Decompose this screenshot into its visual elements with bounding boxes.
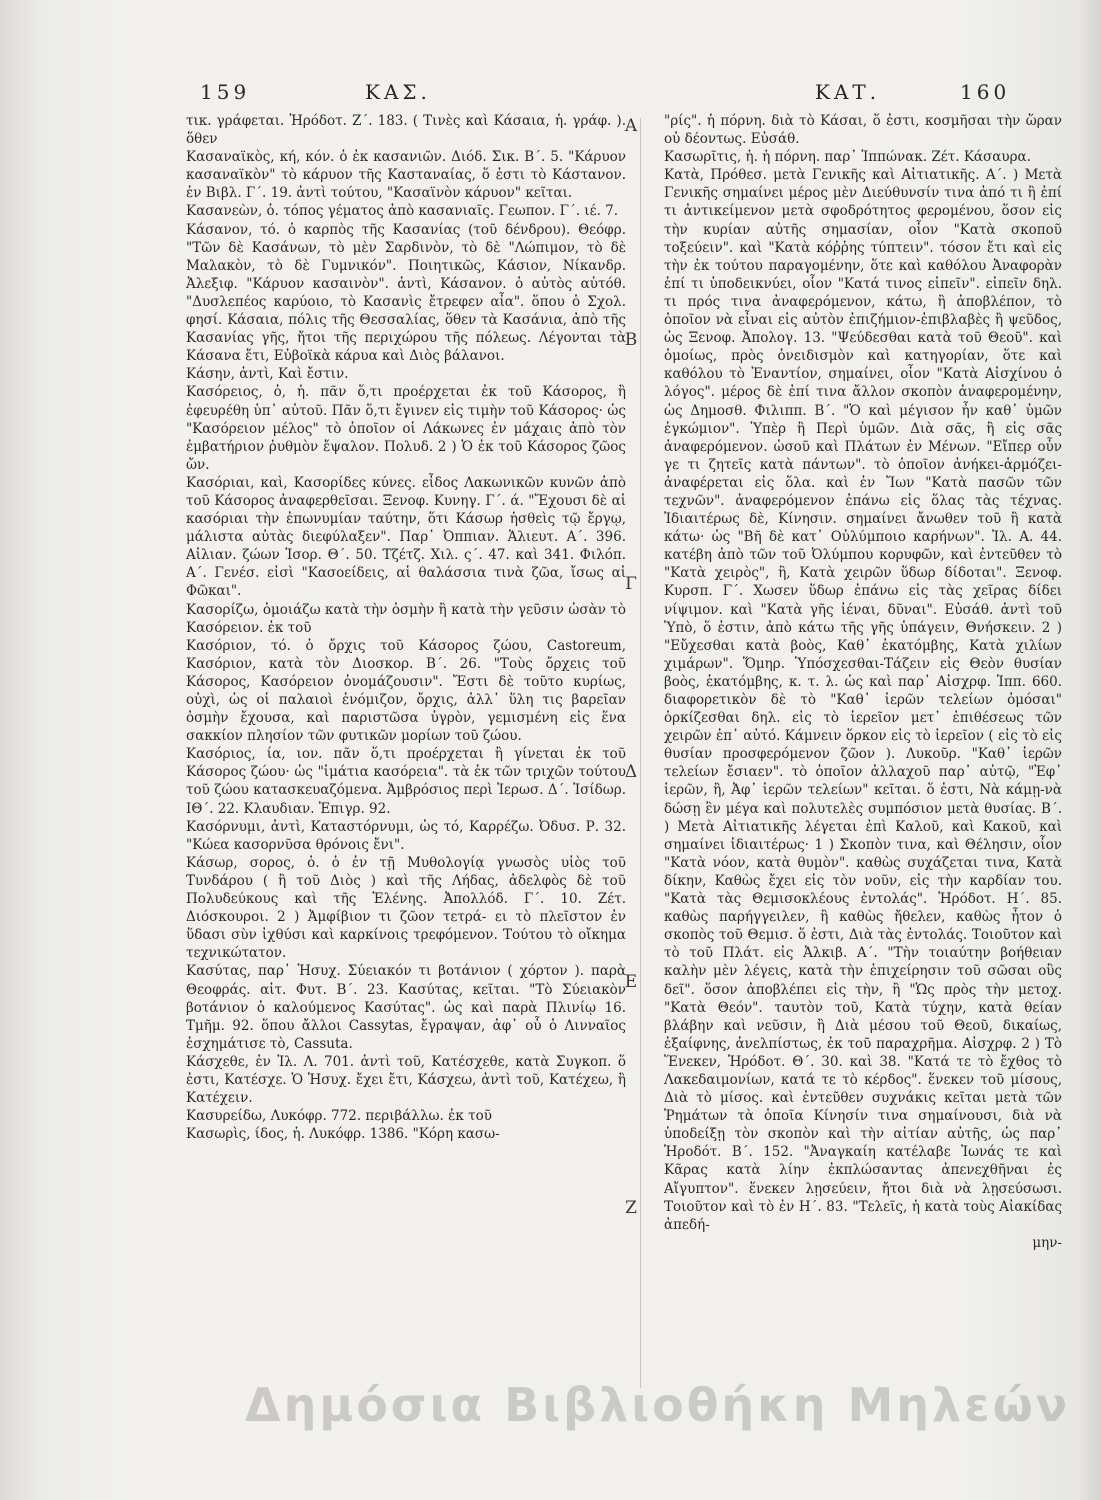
dictionary-entry: Κασωρῖτις, ἡ. ἡ πόρνη. παρ᾽ Ἱππώνακ. Ζέτ. Κάσαυρα. (664, 149, 1031, 166)
section-marker-beta: Β (624, 330, 638, 350)
dictionary-entry: Κασορίζω, ὁμοιάζω κατὰ τὴν ὀσμὴν ἢ κατὰ τὴν γεῦσιν ὡσὰν τὸ Κασόρειον. ἐκ τοῦ (186, 601, 626, 636)
section-marker-alpha: Α (624, 116, 638, 136)
left-running-head: ΚΑΣ. (365, 80, 431, 104)
dictionary-entry: τικ. γράφεται. Ἡρόδοτ. Ζ΄. 183. ( Τινὲς καὶ Κάσαια, ἡ. γράφ. ). ὅθεν (186, 113, 626, 148)
right-page-number: 160 (960, 80, 1011, 104)
section-marker-gamma: Γ (625, 574, 637, 594)
section-marker-zeta: Ζ (625, 1198, 637, 1218)
dictionary-entry: Κασόριος, ία, ιον. πᾶν ὅ,τι προέρχεται ἢ γίνεται ἐκ τοῦ Κάσορος ζώου· ὡς "ἱμάτια κασόρεια". τὰ ἐκ τῶν τριχῶν τούτου τοῦ ζώου κατασκευαζόμενα. Ἀμβρόσιος περὶ Ἱερωσ. Δ΄. Ἰσίδωρ. ΙΘ΄. 22. Κλαυδιαν. Ἐπιγρ. 92. (186, 746, 626, 817)
dictionary-entry: Κασόριαι, καὶ, Κασορίδες κύνες. εἶδος Λακωνικῶν κυνῶν ἀπὸ τοῦ Κάσορος ἀναφερθεῖσαι. Ξενοφ. Κυνηγ. Γ΄. ά. "Ἔχουσι δὲ αἱ κασόριαι τὴν ἐπωνυμίαν ταύτην, ὅτι Κάσωρ ἡσθεὶς τῷ ἔργῳ, μάλιστα αὐτὰς διεφύλαξεν". Παρ᾽ Ὀππιαν. Ἁλιευτ. Α΄. 396. Αἰλιαν. ζώων Ἱσορ. Θ΄. 50. Τζέτζ. Χιλ. ς΄. 47. καὶ 341. Φιλόπ. Α΄. Γενέσ. εἰσὶ "Κασοείδεις, αἱ θαλάσσια τινὰ ζῶα, ἴσως αἱ Φῶκαι". (186, 474, 626, 600)
page-edge-shadow (1077, 0, 1101, 1500)
section-marker-epsilon: Ε (624, 972, 638, 992)
section-marker-delta: Δ (624, 762, 638, 782)
left-column (186, 112, 626, 1392)
library-watermark: Δημόσια Βιβλιοθήκη Μηλεών (245, 1378, 1071, 1432)
dictionary-entry: Κάσην, ἀντὶ, Καὶ ἔστιν. (186, 366, 349, 383)
running-header (200, 80, 1050, 110)
left-page-number: 159 (200, 80, 251, 104)
dictionary-entry: Κασόρνυμι, ἀντὶ, Καταστόρνυμι, ὡς τό, Καρρέζω. Ὀδυσ. Ρ. 32. "Κώεα κασορνῦσα θρόνοις ἔνι". (186, 818, 626, 853)
dictionary-entry: Κάσχεθε, ἐν Ἰλ. Λ. 701. ἀντὶ τοῦ, Κατέσχεθε, κατὰ Συγκοπ. ὅ ἐστι, Κατέσχε. Ὁ Ἡσυχ. ἔχει ἔτι, Κάσχεω, ἀντὶ τοῦ, Κατέχεω, ἢ Κατέχειν. (186, 1053, 626, 1107)
dictionary-entry: Κασυρείδω, Λυκόφρ. 772. περιβάλλω. ἐκ τοῦ (186, 1108, 492, 1125)
dictionary-entry: "ρίς". ἡ πόρνη. διὰ τὸ Κάσαι, ὅ ἐστι, κοσμῆσαι τὴν ὥραν οὐ δέοντως. Εὐσάθ. (664, 113, 1062, 148)
dictionary-entry: Κάσωρ, σορος, ὁ. ὁ ἐν τῇ Μυθολογίᾳ γνωσὸς υἱὸς τοῦ Τυνδάρου ( ἢ τοῦ Διὸς ) καὶ τῆς Λήδας, ἀδελφὸς δὲ τοῦ Πολυδεύκους καὶ τῆς Ἑλένης. Ἀπολλόδ. Γ΄. 10. Ζέτ. Διόσκουροι. 2 ) Ἀμφίβιον τι ζῶον τετρά- ει τὸ πλεῖστον ἐν ὕδασι σὺν ἰχθύσι καὶ καρκίνοις τρεφόμενον. Τούτου τὸ οἴκημα τεχνικώτατον. (186, 854, 626, 962)
dictionary-entry: Κασωρὶς, ίδος, ἡ. Λυκόφρ. 1386. "Κόρη κασω- (186, 1126, 500, 1143)
dictionary-entry: Κατὰ, Πρόθεσ. μετὰ Γενικῆς καὶ Αἰτιατικῆς. Α΄. ) Μετὰ Γενικῆς σημαίνει μέρος μὲν Διεύθυνσίν τινα ἀπό τι ἢ ἐπί τι ἀντικείμενον μετὰ σφοδρότητος φερομένου, ὅσον εἰς τὴν κυρίαν αὐτῆς σημασίαν, οἷον "Κατὰ σκοποῦ τοξεύειν". καὶ "Κατὰ κόῤῥης τύπτειν". τόσον ἔτι καὶ εἰς τὴν ἐκ τούτου παραγομένην, ὅτε καὶ καθόλου Ἀναφορὰν ἐπί τι ὑποδεικνύει, οἷον "Κατά τινος εἰπεῖν". εἰπεῖν δηλ. τι πρός τινα ἀναφερόμενον, κάτω, ἢ ἀποβλέπον, τὸ ὁποῖον νὰ εἶναι εἰς αὐτὸν ἐπιζήμιον-ἐπιβλαβὲς ἢ ψεῦδος, ὡς Ξενοφ. Ἀπολογ. 13. "Ψεύδεσθαι κατὰ τοῦ Θεοῦ". καὶ ὁμοίως, πρὸς ὀνειδισμὸν καὶ κατηγορίαν, ὅτε καὶ καθόλου τὸ Ἐναντίον, σημαίνει, οἷον "Κατὰ Αἰσχίνου ὁ λόγος". μέρος δὲ ἐπί τινα ἄλλον σκοπὸν ἀναφερομένην, ὡς Δημοσθ. Φιλιππ. Β΄. "Ὁ καὶ μέγισον ἦν καθ᾽ ὑμῶν ἐγκώμιον". Ὑπὲρ ἢ Περὶ ὑμῶν. Διὰ σᾶς, ἢ εἰς σᾶς ἀναφερόμενον. ὡσοῦ καὶ Πλάτων ἐν Μένων. "Εἴπερ οὖν γε τι ζητεῖς κατὰ πάντων". τὸ ὁποῖον ἀνήκει-ἁρμόζει-ἀναφέρεται εἰς ὅλα. καὶ ἐν Ἴων "Κατὰ πασῶν τῶν τεχνῶν". ἀναφερόμενον ἐπάνω εἰς ὅλας τὰς τέχνας. Ἰδιαιτέρως δὲ, Κίνησιν. σημαίνει ἄνωθεν τοῦ ἢ κατὰ κάτω· ὡς "Βῆ δὲ κατ᾽ Οὐλύμποιο καρήνων". Ἰλ. Α. 44. κατέβη ἀπὸ τῶν τοῦ Ὀλύμπου κορυφῶν, καὶ ἐντεῦθεν τὸ "Κατὰ χειρὸς", ἢ, Κατὰ χειρῶν ὕδωρ δίδοται". Ξενοφ. Κυρσπ. Γ΄. Χωσεν ὕδωρ ἐπάνω εἰς τὰς χεῖρας δίδει νίψιμον. καὶ "Κατὰ γῆς ἰέναι, δῦναι". Εὐσάθ. ἀντὶ τοῦ Ὑπὸ, ὅ ἐστιν, ἀπὸ κάτω τῆς γῆς ὑπάγειν, Θνήσκειν. 2 ) "Εὔχεσθαι κατὰ βοὸς, Καθ᾽ ἑκατόμβης, Κατὰ χιλίων χιμάρων". Ὅμηρ. Ὑπόσχεσθαι-Τάζειν εἰς Θεὸν θυσίαν βοὸς, ἑκατόμβης, κ. τ. λ. ὡς καὶ παρ᾽ Αἰσχρφ. Ἱππ. 660. διαφορετικὸν δὲ τὸ "Καθ᾽ ἱερῶν τελείων ὀμόσαι" ὁρκίζεσθαι δηλ. εἰς τὸ ἱερεῖον μετ᾽ ἐπιθέσεως τῶν χειρῶν ἐπ᾽ αὐτό. Κάμνειν ὅρκον εἰς τὸ ἱερεῖον ( εἰς τὸ εἰς θυσίαν προσφερόμενον ζῶον ). Λυκοῦρ. "Καθ᾽ ἱερῶν τελείων ἔσιαεν". τὸ ὁποῖον ἀλλαχοῦ παρ᾽ αὐτῷ, "Ἐφ᾽ ἱερῶν, ἢ, Ἀφ᾽ ἱερῶν τελείων" κεῖται. ὅ ἐστι, Νὰ κάμῃ-νὰ δώσῃ ἓν μέγα καὶ πολυτελὲς συμπόσιον μετὰ θυσίας. Β΄. ) Μετὰ Αἰτιατικῆς λέγεται ἐπὶ Καλοῦ, καὶ Κακοῦ, καὶ σημαίνει ἰδιαιτέρως· 1 ) Σκοπὸν τινα, καὶ Θέλησιν, οἷον "Κατὰ νόον, κατὰ θυμὸν". καθὼς συχάζεται τινα, Κατὰ δίκην, Καθὼς ἔχει εἰς τὸν νοῦν, εἰς τὴν καρδίαν του. "Κατὰ τὰς Θεμισοκλέους ἐντολάς". Ἡρόδοτ. Η΄. 85. καθὼς παρήγγειλεν, ἢ καθὼς ἤθελεν, καθὼς ἦτον ὁ σκοπὸς τοῦ Θεμισ. ὅ ἐστι, Διὰ τὰς ἐντολάς. Τοιοῦτον καὶ τὸ τοῦ Πλάτ. εἰς Ἀλκιβ. Α΄. "Τὴν τοιαύτην βοήθειαν καλὴν μὲν λέγεις, κατὰ τὴν ἐπιχείρησιν τοῦ σῶσαι οὓς δεῖ". ὅσον ἀποβλέπει εἰς τὴν, ἢ "Ὡς πρὸς τὴν μετοχ. "Κατὰ Θεόν". ταυτὸν τοῦ, Κατὰ τύχην, κατὰ θείαν βλάβην καὶ νεῦσιν, ἢ Διὰ μέσου τοῦ Θεοῦ, δικαίως, ἐξαίφνης, ἀνελπίστως, ἐκ τοῦ παραχρῆμα. Αἰσχρφ. 2 ) Τὸ Ἕνεκεν, Ἡρόδοτ. Θ΄. 30. καὶ 38. "Κατά τε τὸ ἔχθος τὸ Λακεδαιμονίων, κατά τε τὸ κέρδος". ἕνεκεν τοῦ μίσους, Διὰ τὸ μίσος. καὶ ἐντεῦθεν συχνάκις κεῖται μετὰ τῶν Ῥημάτων τὰ ὁποῖα Κίνησίν τινα σημαίνουσι, διὰ νὰ ὑποδείξῃ τὸν σκοπὸν καὶ τὴν αἰτίαν αὐτῆς, ὡς παρ᾽ Ἡροδότ. Β΄. 152. "Ἀναγκαίη κατέλαβε Ἰωνάς τε καὶ Κᾶρας κατὰ λίην ἐκπλώσαντας ἀπενεχθῆναι ἐς Αἴγυπτον". ἕνεκεν λῃσεύειν, ἤτοι διὰ νὰ λῃσεύσωσι. Τοιοῦτον καὶ τὸ ἐν Η΄. 83. "Τελεῖς, ἡ κατὰ τοὺς Αἰακίδας ἀπεδή- (664, 167, 1062, 1233)
right-column (664, 112, 1062, 1392)
dictionary-entry: Κασύτας, παρ᾽ Ἡσυχ. Σύειακόν τι βοτάνιον ( χόρτον ). παρὰ Θεοφράς. αἰτ. Φυτ. Β΄. 23. Κασύτας, κεῖται. "Τὸ Σύειακὸν βοτάνιον ὁ καλούμενος Κασύτας". ὡς καὶ παρὰ Πλινίῳ 16. Τμῆμ. 92. ὅπου ἄλλοι Cassytas, ἔγραψαν, ἀφ᾽ οὗ ὁ Λινναῖος ἐσχημάτισε τὸ, Cassuta. (186, 963, 626, 1052)
catchword: μην- (1032, 1234, 1062, 1251)
dictionary-entry: Κασόριον, τό. ὁ ὄρχις τοῦ Κάσορος ζώου, Castoreum, Κασόριον, κατὰ τὸν Διοσκορ. Β΄. 26. "Τοὺς ὄρχεις τοῦ Κάσορος, Κασόρειον ὀνομάζουσιν". Ἔστι δὲ τοῦτο κυρίως, οὐχὶ, ὡς οἱ παλαιοὶ ἐνόμιζον, ὄρχις, ἀλλ᾽ ὕλη τις βαρεῖαν ὀσμὴν ἔχουσα, καὶ παριστῶσα ὑγρὸν, γεμισμένη εἰς ἕνα σακκίον πλησίον τῶν φυτικῶν μορίων τοῦ ζώου. (186, 637, 626, 745)
dictionary-entry: Κασόρειος, ὁ, ἡ. πᾶν ὅ,τι προέρχεται ἐκ τοῦ Κάσορος, ἢ ἐφευρέθη ὑπ᾽ αὐτοῦ. Πᾶν ὅ,τι ἔγινεν εἰς τιμὴν τοῦ Κάσορος· ὡς "Κασόρειον μέλος" τὸ ὁποῖον οἱ Λάκωνες ἐν μάχαις ἀπὸ τὸν ἐμβατήριον ῥυθμὸν ἔψαλον. Πολυδ. 2 ) Ὁ ἐκ τοῦ Κάσορος ζῶος ὤν. (186, 384, 626, 473)
dictionary-entry: Κασανεὼν, ὁ. τόπος γέματος ἀπὸ κασανιαῖς. Γεωπον. Γ΄. ιέ. 7. (186, 203, 619, 220)
dictionary-entry: Κάσανον, τό. ὁ καρπὸς τῆς Κασανίας (τοῦ δένδρου). Θεόφρ. "Τῶν δὲ Κασάνων, τὸ μὲν Σαρδινὸν, τὸ δὲ "Λώπιμον, τὸ δὲ Μαλακὸν, τὸ δὲ Γυμνικόν". Ποιητικῶς, Κάσιον, Νίκανδρ. Ἀλεξιφ. "Κάρυον κασαινὸν". ἀντὶ, Κάσανον. ὁ αὐτὸς αὐτόθ. "Δυσλεπέος καρύοιο, τὸ Κασανὶς ἔτρεφεν αἶα". ὅπου ὁ Σχολ. φησί. Κάσαια, πόλις τῆς Θεσσαλίας, ὅθεν τὰ Κασάνια, ἀπὸ τῆς Κασανίας γῆς, ἤτοι τῆς περιχώρου τῆς πόλεως. Λέγονται τὰ Κάσανα ἔτι, Εὐβοϊκὰ κάρυα καὶ Διὸς βάλανοι. (186, 221, 626, 365)
dictionary-entry: Κασαναϊκὸς, κή, κόν. ὁ ἐκ κασανιῶν. Διόδ. Σικ. Β΄. 5. "Κάρυον κασαναϊκὸν" τὸ κάρυον τῆς Κασταναίας, ὅ ἐστι τὸ Κάστανον. ἐν Βιβλ. Γ΄. 19. ἀντὶ τούτου, "Κασαϊνὸν κάρυον" κεῖται. (186, 149, 626, 202)
right-running-head: ΚΑΤ. (815, 80, 881, 104)
